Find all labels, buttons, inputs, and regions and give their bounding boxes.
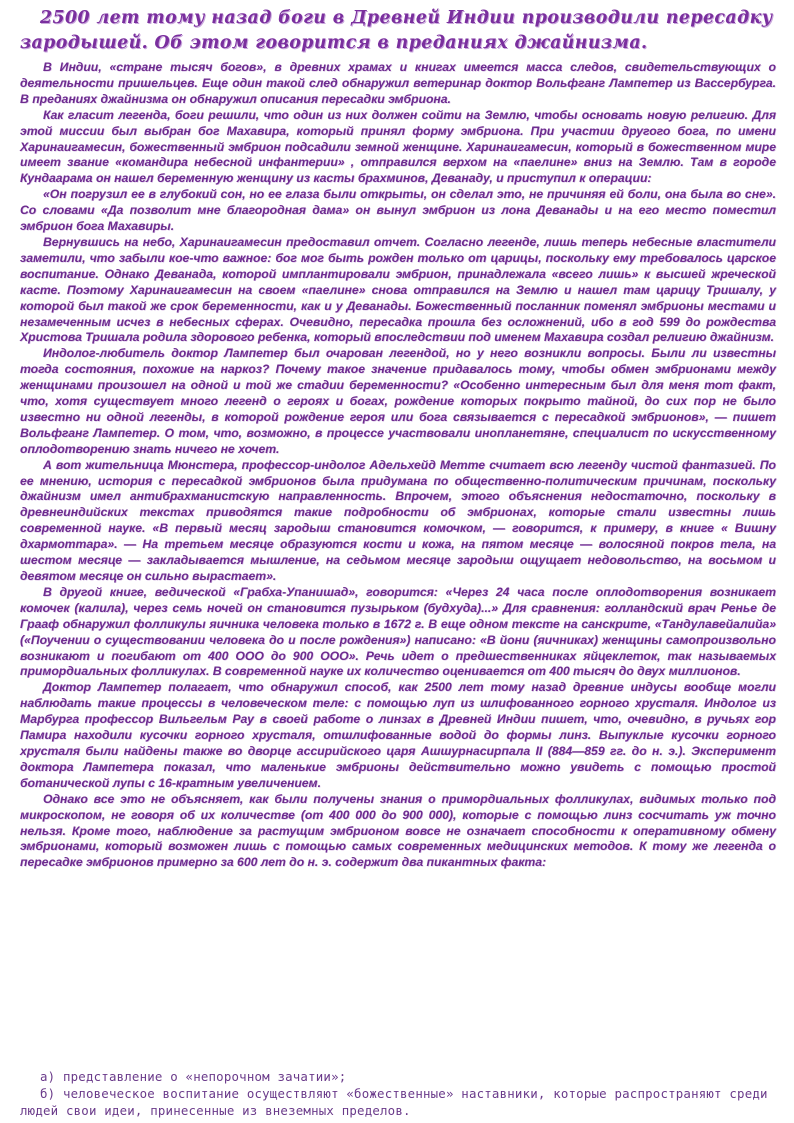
paragraph: Вернувшись на небо, Харинаигамесин предоставил отчет. Согласно легенде, лишь теперь небесные властители заметили, что забыли кое-что важное: бог мог быть рожден только от царицы, поскольку ему требовалось царское воспитание. Однако Деванада, которой имплантировали эмбрион, принадлежала «всего лишь» к высшей жреческой касте. Поэтому Харинаигамесин на своем «паелине» снова отправился на Землю и нашел там царицу Тришалу, у которой был такой же срок беременности, как и у Деванады. Божественный посланник поменял эмбрионы местами и незамеченным исчез в небесных сферах. Очевидно, пересадка прошла без осложнений, ибо в год 599 до рождества Христова Тришала родила здорового ребенка, который впоследствии под именем Махавира создал религию джайнизм.	[20, 234, 776, 345]
list-item: б) человеческое воспитание осуществляют «божественные» наставники, которые распространяют среди людей свои идеи, принесенные из внеземных пределов.	[20, 1086, 768, 1118]
article-title: 2500 лет тому назад боги в Древней Индии производили пересадку зародышей. Об этом говорится в преданиях джайнизма.	[20, 8, 773, 53]
article-body	[20, 60, 776, 871]
paragraph: Как гласит легенда, боги решили, что один из них должен сойти на Землю, чтобы основать новую религию. Для этой миссии был выбран бог Махавира, который принял форму эмбриона. При участии другого бога, по имени Харинаигамесин, божественный эмбрион подсадили земной женщине. Харинаигамесин, который в божественном мире имеет звание «командира небесной инфантерии» , отправился верхом на «паелине» вниз на Землю. Там в городе Кундаарама он нашел беременную женщину из касты брахминов, Деванаду, и приступил к операции:	[20, 107, 776, 186]
paragraph: «Он погрузил ее в глубокий сон, но ее глаза были открыты, он сделал это, не причиняя ей боли, она была во сне». Со словами «Да позволит мне благородная дама» он вынул эмбрион из лона Деванады и на его место поместил эмбрион бога Махавиры.	[20, 187, 776, 234]
paragraph: А вот жительница Мюнстера, профессор-индолог Адельхейд Метте считает всю легенду чистой фантазией. По ее мнению, история с пересадкой эмбрионов была придумана по общественно-политическим причинам, поскольку джайнизм имел антибрахманистскую направленность. Впрочем, этого объяснения недостаточно, поскольку в древнеиндийских текстах приводятся такие подробности об эмбрионах, которые стали известны лишь современной науке. «В первый месяц зародыш становится комочком, — говорится, к примеру, в книге « Вишну дхармоттара». — На третьем месяце образуются кости и кожа, на пятом месяце — волосяной покров тела, на шестом месяце — закладывается мышление, на седьмом месяце зародыш ощущает недовольство, на восьмом и девятом месяце он сильно вырастает».	[20, 457, 776, 583]
list-block	[20, 1068, 776, 1119]
paragraph: В другой книге, ведической «Грабха-Упанишад», говорится: «Через 24 часа после оплодотворения возникает комочек (калила), через семь ночей он становится пузырьком (будхуда)...» Для сравнения: голландский врач Ренье де Грааф обнаружил фолликулы яичника человека только в 1672 г. В еще одном тексте на санскрите, «Тандулавейалийа» («Поучении о существовании человека до и после рождения») написано: «В йони (яичниках) женщины самопроизвольно возникают и погибают от 400 ООО до 900 ООО». Речь идет о предшественниках яйцеклеток, так называемых примордиальных фолликулах. В современной науке их количество оценивается от 400 тысяч до двух миллионов.	[20, 584, 776, 679]
list-item: а) представление о «непорочном зачатии»;	[40, 1069, 347, 1084]
paragraph: Доктор Лампетер полагает, что обнаружил способ, как 2500 лет тому назад древние индусы вообще могли наблюдать такие процессы в человеческом теле: с помощью луп из шлифованного горного хрусталя. Индолог из Марбурга профессор Вильгельм Рау в своей работе о линзах в Древней Индии пишет, что, очевидно, в ручьях гор Памира находили кусочки горного хрусталя, отшлифованные водой до формы линз. Выпуклые кусочки горного хрусталя были найдены также во дворце ассирийского царя Ашшурнасирпала II (884—859 гг. до н. э.). Эксперимент доктора Лампетера показал, что маленькие эмбрионы действительно можно увидеть с помощью простой ботанической лупы с 16-кратным увеличением.	[20, 680, 776, 790]
paragraph: Индолог-любитель доктор Лампетер был очарован легендой, но у него возникли вопросы. Были ли известны тогда состояния, похожие на наркоз? Почему такое значение придавалось тому, чтобы обмен эмбрионами между женщинами произошел на одной и той же стадии беременности? «Особенно интересным был для меня тот факт, что, хотя существует много легенд о героях и богах, рождение которых покрыто тайной, до сих пор не было известно ни одной легенды, в которой рождение героя или бога связывается с пересадкой эмбрионов», — пишет Вольфганг Лампетер. О том, что, возможно, в процессе участвовали инопланетяне, специалист по искусственному оплодотворению знать ничего не хочет.	[20, 346, 776, 456]
paragraph: В Индии, «стране тысяч богов», в древних храмах и книгах имеется масса следов, свидетельствующих о деятельности пришельцев. Еще один такой след обнаружил ветеринар доктор Вольфганг Лампетер из Вассербурга. В преданиях джайнизма он обнаружил описания пересадки эмбриона.	[20, 60, 776, 106]
paragraph: Однако все это не объясняет, как были получены знания о примордиальных фолликулах, видимых только под микроскопом, не говоря об их количестве (от 400 000 до 900 000), которые с помощью линз сосчитать уж точно нельзя. Кроме того, наблюдение за растущим эмбрионом вовсе не означает способности к оперативному обмену эмбрионами, который возможен лишь с помощью самых современных медицинских методов. К тому же легенда о пересадке эмбрионов примерно за 600 лет до н. э. содержит два пикантных факта:	[20, 791, 776, 870]
